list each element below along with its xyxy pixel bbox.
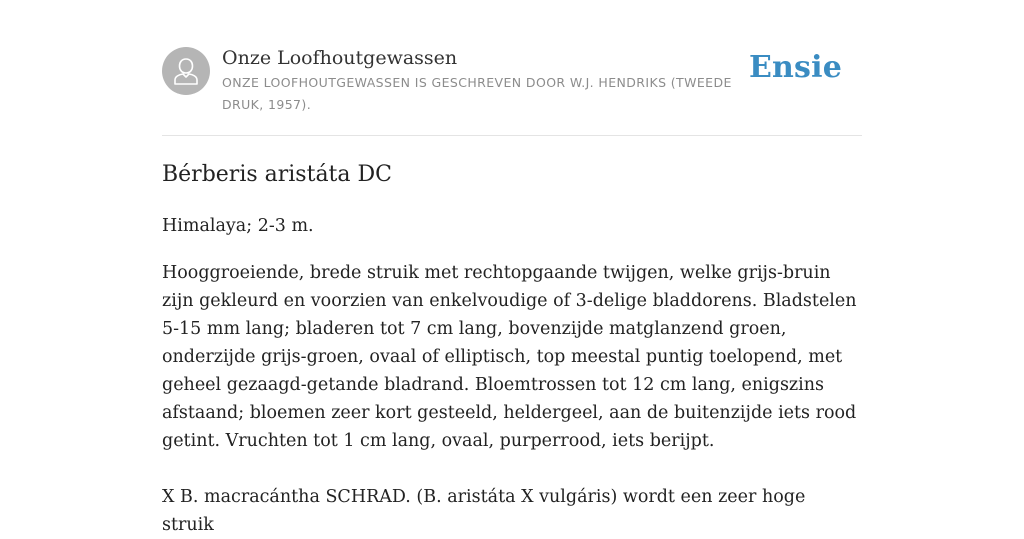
page-container bbox=[162, 0, 862, 535]
header bbox=[162, 0, 862, 136]
entry-title: Bérberis aristáta DC bbox=[162, 162, 392, 187]
avatar[interactable] bbox=[162, 47, 210, 95]
brand-logo[interactable]: Ensie bbox=[748, 50, 842, 85]
book-title[interactable]: Onze Loofhoutgewassen bbox=[222, 47, 458, 69]
book-meta bbox=[222, 45, 752, 116]
user-icon bbox=[172, 56, 200, 86]
entry-paragraph: Hooggroeiende, brede struik met rechtopgaande twijgen, welke grijs-bruin zijn gekleurd en voorzien van enkelvoudige of 3-delige bladdorens. Bladstelen 5-15 mm lang; bladeren tot 7 cm lang, bovenzijde matglanzend groen, onderzijde grijs-groen, ovaal of elliptisch, top meestal puntig toelopend, met geheel gezaagd-getande bladrand. Bloemtrossen tot 12 cm lang, enigszins afstaand; bloemen zeer kort gesteeld, heldergeel, aan de buitenzijde iets rood getint. Vruchten tot 1 cm lang, ovaal, purperrood, iets berijpt. bbox=[162, 263, 857, 451]
book-description: ONZE LOOFHOUTGEWASSEN IS GESCHREVEN DOOR W.J. HENDRIKS (TWEEDE DRUK, 1957). bbox=[222, 75, 732, 112]
entry-paragraph: Himalaya; 2-3 m. bbox=[162, 216, 314, 236]
entry-paragraph: X B. macracántha SCHRAD. (B. aristáta X vulgáris) wordt een zeer hoge struik bbox=[162, 487, 806, 535]
